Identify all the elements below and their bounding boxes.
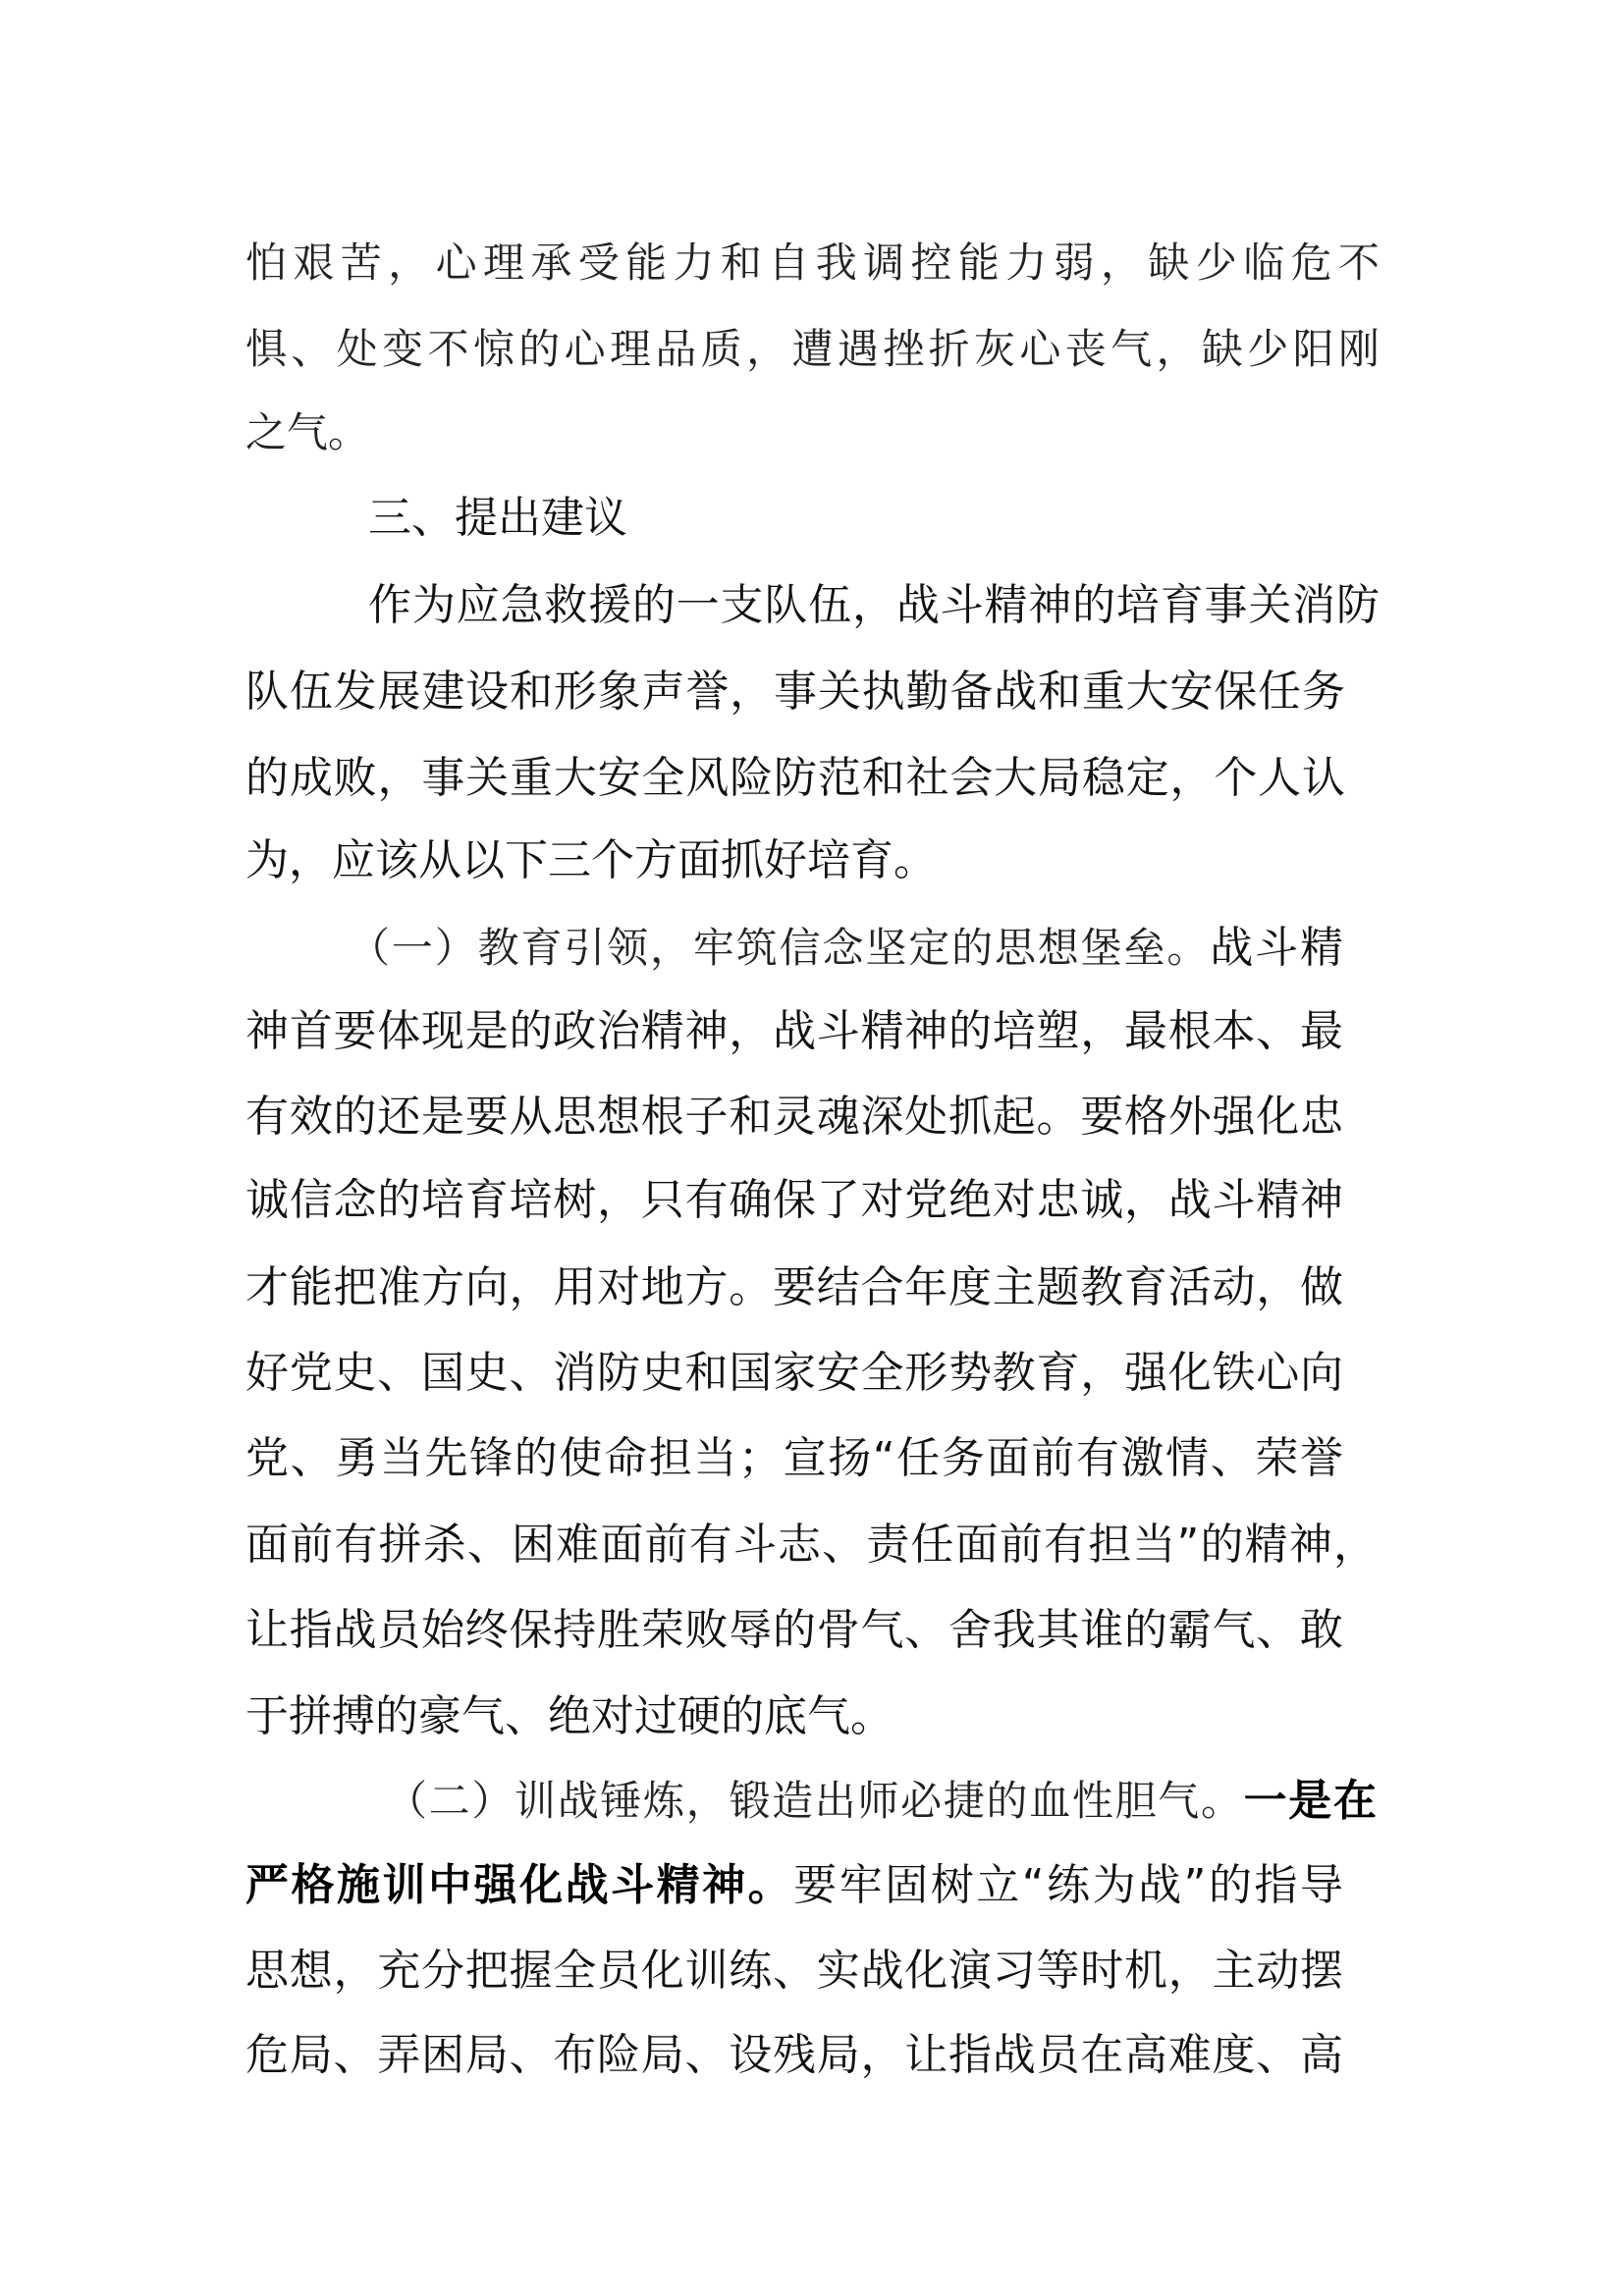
- text-run: 思想，充分把握全员化训练、实战化演习等时机，主动摆: [245, 1946, 1343, 1996]
- body-line: [245, 1855, 1343, 1916]
- body-line: [245, 1515, 1377, 1575]
- subsection-heading: （二）训战锤炼，锻造出师必捷的血性胆气。: [386, 1777, 1244, 1825]
- text-run: 危局、弄困局、布险局、设残局，让指战员在高难度、高: [245, 2030, 1343, 2080]
- body-line: [245, 2025, 1343, 2086]
- body-line: [245, 1686, 893, 1747]
- text-run: 要牢固树立“练为战”的指导: [793, 1860, 1343, 1910]
- text-run: 为，应该从以下三个方面抓好培育。: [245, 835, 937, 885]
- text-run: 之气。: [245, 408, 370, 456]
- text-run: 战斗精: [1210, 923, 1343, 973]
- bold-lead-text: 一是在: [1243, 1776, 1377, 1826]
- text-run: 队伍发展建设和形象声誉，事关执勤备战和重大安保任务: [245, 667, 1345, 717]
- subsection-line: [349, 918, 1343, 979]
- body-line: [245, 1087, 1343, 1148]
- heading-text: 三、提出建议: [368, 493, 627, 543]
- bold-lead-text: 严格施训中强化战斗精神。: [245, 1860, 794, 1910]
- text-run: 让指战员始终保持胜荣败辱的骨气、舍我其谁的霸气、敢: [245, 1605, 1343, 1655]
- text-run: 的成败，事关重大安全风险防范和社会大局稳定，个人认: [245, 753, 1345, 803]
- body-line: [245, 1941, 1343, 2002]
- body-line: [245, 662, 1345, 722]
- section-heading: [368, 488, 627, 549]
- body-line: [245, 1001, 1343, 1062]
- body-line: [245, 319, 1380, 380]
- body-line: [245, 1600, 1343, 1661]
- body-line: [245, 1257, 1343, 1318]
- body-line: [245, 1428, 1343, 1489]
- text-run: 才能把准方向，用对地方。要结合年度主题教育活动，做: [245, 1262, 1343, 1312]
- subsection-line: [386, 1771, 1377, 1832]
- text-run: 好党史、国史、消防史和国家安全形势教育，强化铁心向: [245, 1348, 1343, 1398]
- text-run: 惧、处变不惊的心理品质，遭遇挫折灰心丧气，缺少阳刚: [245, 325, 1380, 373]
- text-run: 面前有拼杀、困难面前有斗志、责任面前有担当”的精神，: [245, 1520, 1377, 1570]
- body-line: [245, 233, 1380, 294]
- body-line: [245, 1343, 1343, 1404]
- text-run: 有效的还是要从思想根子和灵魂深处抓起。要格外强化忠: [245, 1092, 1343, 1142]
- text-run: 诚信念的培育培树，只有确保了对党绝对忠诚，战斗精神: [245, 1175, 1343, 1225]
- text-run: 神首要体现是的政治精神，战斗精神的培塑，最根本、最: [245, 1006, 1343, 1056]
- text-run: 怕艰苦，心理承受能力和自我调控能力弱，缺少临危不: [245, 239, 1380, 287]
- body-line: [245, 402, 369, 463]
- body-line: [245, 1170, 1343, 1231]
- body-line: [368, 575, 1380, 636]
- body-line: [245, 748, 1345, 809]
- subsection-heading: （一）教育引领，牢筑信念坚定的思想堡垒。: [349, 924, 1211, 972]
- text-run: 于拼搏的豪气、绝对过硬的底气。: [245, 1691, 893, 1741]
- text-run: 作为应急救援的一支队伍，战斗精神的培育事关消防: [368, 580, 1380, 630]
- text-run: 党、勇当先锋的使命担当；宣扬“任务面前有激情、荣誉: [245, 1433, 1343, 1483]
- body-line: [245, 830, 937, 891]
